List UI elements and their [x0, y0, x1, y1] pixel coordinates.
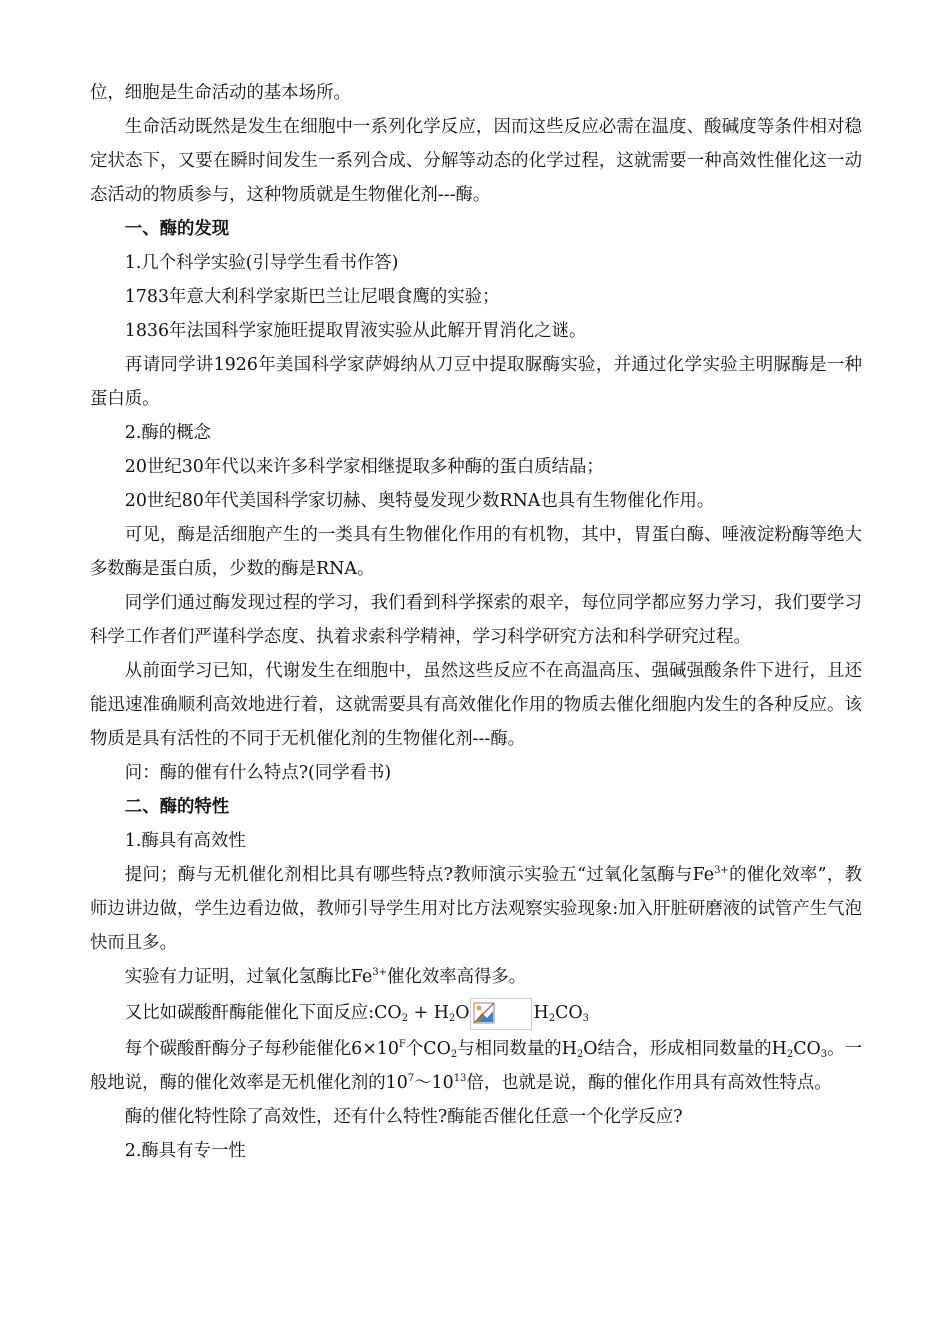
- paragraph-11: 同学们通过酶发现过程的学习，我们看到科学探索的艰辛，每位同学都应努力学习，我们要学习科学工作者们严谨科学态度、执着求索科学精神，学习科学研究方法和科学研究过程。: [90, 593, 862, 647]
- text-run: 实验有力证明，过氧化氢酶比Fe: [124, 967, 373, 987]
- paragraph-16: [90, 960, 862, 994]
- broken-image-icon: [470, 998, 532, 1030]
- text-run: 催化效率高得多。: [387, 967, 527, 987]
- paragraph-5: 1836年法国科学家施旺提取胃液实验从此解开胃消化之谜。: [124, 321, 587, 341]
- subscript: 2: [786, 1049, 794, 1060]
- paragraph-9: 20世纪80年代美国科学家切赫、奥特曼发现少数RNA也具有生物催化作用。: [124, 491, 715, 511]
- paragraph-18: [90, 1032, 862, 1100]
- paragraph-13: 问：酶的催有什么特点?(同学看书): [124, 763, 392, 783]
- text-run: CO: [555, 1003, 583, 1023]
- subscript: 3: [820, 1049, 828, 1060]
- paragraph-4: 1783年意大利科学家斯巴兰让尼喂食鹰的实验；: [124, 287, 500, 307]
- text-run: CO: [793, 1039, 821, 1059]
- subscript: 2: [576, 1049, 584, 1060]
- text-run: 又比如碳酸酐酶能催化下面反应:CO: [124, 1003, 402, 1023]
- paragraph-12: 从前面学习已知，代谢发生在细胞中，虽然这些反应不在高温高压、强碱强酸条件下进行，且还能迅速准确顺利高效地进行着，这就需要具有高效催化作用的物质去催化细胞内发生的各种反应。该物质是具有活性的不同于无机催化剂的生物催化剂---酶。: [90, 661, 862, 749]
- text-run: O: [455, 1003, 470, 1023]
- paragraph-15: [90, 858, 862, 960]
- superscript: F: [398, 1038, 406, 1050]
- text-run: 倍，也就是说，酶的催化作用具有高效性特点。: [466, 1073, 832, 1093]
- subscript: 2: [401, 1013, 409, 1024]
- text-run: ～10: [414, 1073, 454, 1093]
- superscript: 3+: [372, 966, 388, 978]
- paragraph-3: 1.几个科学实验(引导学生看书作答): [124, 253, 399, 273]
- paragraph-7: 2.酶的概念: [124, 423, 211, 443]
- broken-image-glyph: [473, 1002, 495, 1024]
- paragraph-1: 位，细胞是生命活动的基本场所。: [90, 83, 351, 103]
- superscript: 3+: [714, 864, 729, 876]
- text-run: 提问；酶与无机催化剂相比具有哪些特点?教师演示实验五“过氧化氢酶与Fe: [124, 865, 715, 885]
- text-run: O结合，形成相同数量的H: [583, 1039, 787, 1059]
- paragraph-2: 生命活动既然是发生在细胞中一系列化学反应，因而这些反应必需在温度、酸碱度等条件相对稳定状态下，又要在瞬时间发生一系列合成、分解等动态的化学过程，这就需要一种高效性催化这一动态活动的物质参与，这种物质就是生物催化剂---酶。: [90, 117, 862, 205]
- subscript: 2: [548, 1013, 556, 1024]
- paragraph-10: 可见，酶是活细胞产生的一类具有生物催化作用的有机物，其中，胃蛋白酶、唾液淀粉酶等绝大多数酶是蛋白质，少数的酶是RNA。: [90, 525, 862, 579]
- paragraph-17: [90, 996, 862, 1030]
- subscript: 3: [582, 1013, 590, 1024]
- text-run: 与相同数量的H: [457, 1039, 577, 1059]
- text-run: 每个碳酸酐酶分子每秒能催化6×10: [124, 1039, 399, 1059]
- subscript: 2: [450, 1049, 458, 1060]
- paragraph-20: 2.酶具有专一性: [124, 1141, 246, 1161]
- text-run: 。一般地说，酶的催化效率是无机催化剂的10: [90, 1039, 862, 1093]
- superscript: 7: [407, 1072, 415, 1084]
- text-run: 个CO: [405, 1039, 451, 1059]
- paragraph-14: 1.酶具有高效性: [124, 831, 246, 851]
- heading-enzyme-properties: 二、酶的特性: [124, 797, 230, 817]
- subscript: 2: [448, 1013, 456, 1024]
- paragraph-6: 再请同学讲1926年美国科学家萨姆纳从刀豆中提取脲酶实验，并通过化学实验主明脲酶是一种蛋白质。: [90, 355, 862, 409]
- text-run: 的催化效率”，教师边讲边做，学生边看边做，教师引导学生用对比方法观察实验现象:加入肝脏研磨液的试管产生气泡快而且多。: [90, 865, 862, 953]
- paragraph-19: 酶的催化特性除了高效性，还有什么特性?酶能否催化任意一个化学反应?: [124, 1107, 683, 1127]
- text-run: + H: [408, 1003, 449, 1023]
- document-page: [90, 76, 862, 1168]
- superscript: 13: [453, 1072, 467, 1084]
- paragraph-8: 20世纪30年代以来许多科学家相继提取多种酶的蛋白质结晶；: [124, 457, 604, 477]
- text-run: H: [533, 1003, 549, 1023]
- heading-enzyme-discovery: 一、酶的发现: [124, 219, 230, 239]
